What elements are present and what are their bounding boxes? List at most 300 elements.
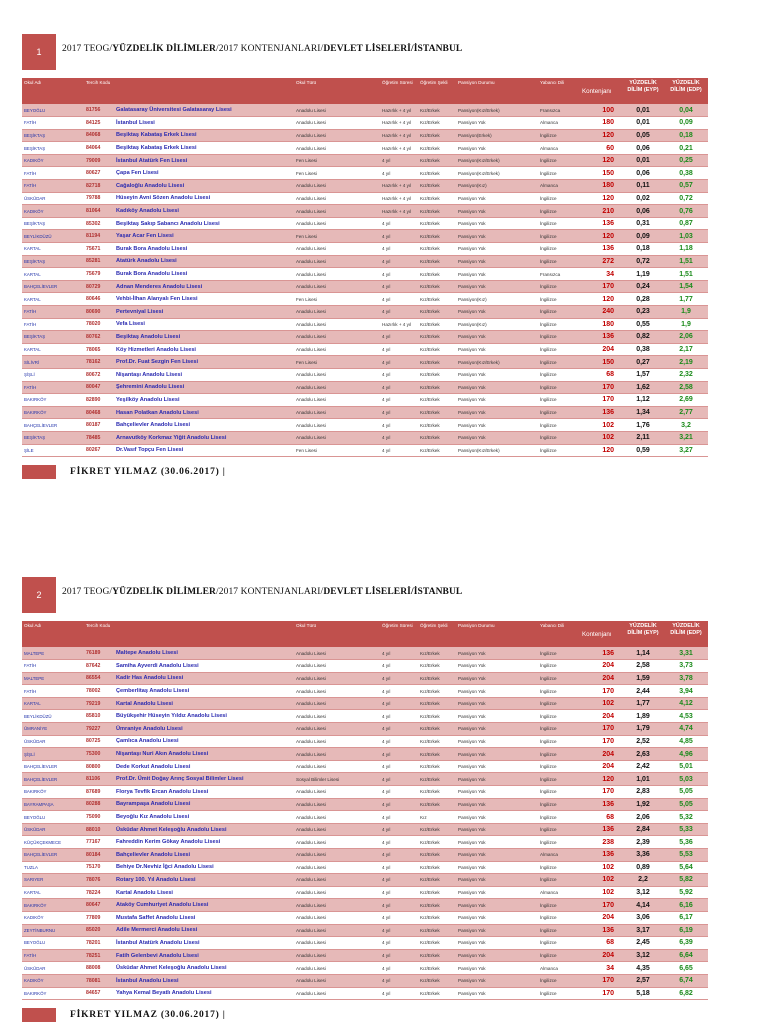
table-row xyxy=(22,318,708,331)
school-type-cell: Anadolu Lisesi xyxy=(294,937,380,950)
education-type-cell: Kız/Erkek xyxy=(418,647,456,660)
table-row xyxy=(22,117,708,130)
percentile-edp-cell: 5,32 xyxy=(664,811,708,824)
table-row xyxy=(22,849,708,862)
district-cell: BEŞİKTAŞ xyxy=(22,142,84,155)
percentile-edp-cell: 0,57 xyxy=(664,180,708,193)
percentile-eyp-cell: 1,77 xyxy=(622,697,664,710)
quota-cell: 180 xyxy=(580,117,622,130)
duration-cell: 4 yıl xyxy=(380,280,418,293)
percentile-edp-cell: 3,78 xyxy=(664,672,708,685)
school-name-cell: Nişantaşı Nuri Akın Anadolu Lisesi xyxy=(114,748,294,761)
percentile-edp-cell: 4,85 xyxy=(664,735,708,748)
table-row xyxy=(22,685,708,698)
dormitory-cell: Pansiyon Yok xyxy=(456,394,538,407)
language-cell: İngilizce xyxy=(538,987,580,1000)
table-row xyxy=(22,306,708,319)
district-cell: FATİH xyxy=(22,660,84,673)
school-name-cell: Beşiktaş Anadolu Lisesi xyxy=(114,331,294,344)
col-header-kod: Tercih Kodu xyxy=(86,623,111,628)
tercih-kodu-cell: 80267 xyxy=(84,444,114,457)
table-row xyxy=(22,886,708,899)
percentile-edp-cell: 0,76 xyxy=(664,205,708,218)
district-cell: ÜSKÜDAR xyxy=(22,823,84,836)
duration-cell: 4 yıl xyxy=(380,836,418,849)
tercih-kodu-cell: 79219 xyxy=(84,697,114,710)
tercih-kodu-cell: 78162 xyxy=(84,356,114,369)
table-row xyxy=(22,974,708,987)
percentile-eyp-cell: 0,06 xyxy=(622,142,664,155)
school-type-cell: Anadolu Lisesi xyxy=(294,419,380,432)
school-name-cell: İstanbul Lisesi xyxy=(114,117,294,130)
dormitory-cell: Pansiyon Yok xyxy=(456,760,538,773)
dormitory-cell: Pansiyon Yok xyxy=(456,192,538,205)
district-cell: ŞİŞLİ xyxy=(22,368,84,381)
duration-cell: 4 yıl xyxy=(380,255,418,268)
language-cell: İngilizce xyxy=(538,154,580,167)
education-type-cell: Kız/Erkek xyxy=(418,874,456,887)
duration-cell: 4 yıl xyxy=(380,217,418,230)
table-row xyxy=(22,647,708,660)
education-type-cell: Kız/Erkek xyxy=(418,381,456,394)
duration-cell: 4 yıl xyxy=(380,306,418,319)
tercih-kodu-cell: 85302 xyxy=(84,217,114,230)
percentile-eyp-cell: 1,57 xyxy=(622,368,664,381)
education-type-cell: Kız/Erkek xyxy=(418,697,456,710)
school-name-cell: Vefa Lisesi xyxy=(114,318,294,331)
school-type-cell: Anadolu Lisesi xyxy=(294,343,380,356)
school-type-cell: Anadolu Lisesi xyxy=(294,381,380,394)
school-type-cell: Anadolu Lisesi xyxy=(294,647,380,660)
school-type-cell: Anadolu Lisesi xyxy=(294,874,380,887)
section-footer xyxy=(22,461,708,483)
tercih-kodu-cell: 78081 xyxy=(84,974,114,987)
quota-cell: 120 xyxy=(580,192,622,205)
district-cell: FATİH xyxy=(22,318,84,331)
col-header-pansiyon: Pansiyon Durumu xyxy=(458,623,495,628)
duration-cell: 4 yıl xyxy=(380,685,418,698)
school-type-cell: Fen Lisesi xyxy=(294,154,380,167)
district-cell: KARTAL xyxy=(22,697,84,710)
tercih-kodu-cell: 84657 xyxy=(84,987,114,1000)
school-name-cell: Fahreddin Kerim Gökay Anadolu Lisesi xyxy=(114,836,294,849)
percentile-edp-cell: 3,21 xyxy=(664,431,708,444)
percentile-edp-cell: 6,65 xyxy=(664,962,708,975)
quota-cell: 238 xyxy=(580,836,622,849)
dormitory-cell: Pansiyon Yok xyxy=(456,205,538,218)
district-cell: BAKIRKÖY xyxy=(22,987,84,1000)
school-type-cell: Fen Lisesi xyxy=(294,356,380,369)
percentile-edp-cell: 1,51 xyxy=(664,268,708,281)
duration-cell: 4 yıl xyxy=(380,406,418,419)
education-type-cell: Kız/Erkek xyxy=(418,723,456,736)
dormitory-cell: Pansiyon(Kız) xyxy=(456,293,538,306)
tercih-kodu-cell: 80800 xyxy=(84,760,114,773)
school-name-cell: Büyükşehir Hüseyin Yıldız Anadolu Lisesi xyxy=(114,710,294,723)
duration-cell: 4 yıl xyxy=(380,723,418,736)
district-cell: BAHÇELİEVLER xyxy=(22,419,84,432)
percentile-edp-cell: 0,09 xyxy=(664,117,708,130)
education-type-cell: Kız/Erkek xyxy=(418,129,456,142)
tercih-kodu-cell: 84068 xyxy=(84,129,114,142)
quota-cell: 102 xyxy=(580,886,622,899)
percentile-eyp-cell: 0,31 xyxy=(622,217,664,230)
language-cell: İngilizce xyxy=(538,911,580,924)
col-header-pansiyon: Pansiyon Durumu xyxy=(458,80,495,85)
quota-cell: 120 xyxy=(580,230,622,243)
tercih-kodu-cell: 75300 xyxy=(84,748,114,761)
table-row xyxy=(22,760,708,773)
duration-cell: 4 yıl xyxy=(380,419,418,432)
language-cell: İngilizce xyxy=(538,343,580,356)
table-row xyxy=(22,735,708,748)
tercih-kodu-cell: 87642 xyxy=(84,660,114,673)
school-name-cell: Adile Mermerci Anadolu Lisesi xyxy=(114,924,294,937)
school-type-cell: Anadolu Lisesi xyxy=(294,974,380,987)
language-cell: İngilizce xyxy=(538,823,580,836)
language-cell: İngilizce xyxy=(538,760,580,773)
table-row xyxy=(22,786,708,799)
school-type-cell: Anadolu Lisesi xyxy=(294,672,380,685)
table-row xyxy=(22,280,708,293)
school-type-cell: Anadolu Lisesi xyxy=(294,987,380,1000)
district-cell: KARTAL xyxy=(22,886,84,899)
quota-cell: 68 xyxy=(580,811,622,824)
school-type-cell: Sosyal Bilimler Lisesi xyxy=(294,773,380,786)
dormitory-cell: Pansiyon Yok xyxy=(456,117,538,130)
duration-cell: 4 yıl xyxy=(380,394,418,407)
school-name-cell: Yeşilköy Anadolu Lisesi xyxy=(114,394,294,407)
district-cell: TUZLA xyxy=(22,861,84,874)
school-type-cell: Anadolu Lisesi xyxy=(294,861,380,874)
percentile-edp-cell: 1,9 xyxy=(664,306,708,319)
school-name-cell: Adnan Menderes Anadolu Lisesi xyxy=(114,280,294,293)
percentile-eyp-cell: 0,89 xyxy=(622,861,664,874)
duration-cell: 4 yıl xyxy=(380,811,418,824)
language-cell: İngilizce xyxy=(538,748,580,761)
duration-cell: 4 yıl xyxy=(380,874,418,887)
dormitory-cell: Pansiyon Yok xyxy=(456,849,538,862)
percentile-eyp-cell: 2,52 xyxy=(622,735,664,748)
school-name-cell: Atatürk Anadolu Lisesi xyxy=(114,255,294,268)
language-cell: İngilizce xyxy=(538,974,580,987)
tercih-kodu-cell: 85281 xyxy=(84,255,114,268)
percentile-eyp-cell: 3,12 xyxy=(622,949,664,962)
school-name-cell: Çapa Fen Lisesi xyxy=(114,167,294,180)
quota-cell: 272 xyxy=(580,255,622,268)
quota-cell: 102 xyxy=(580,874,622,887)
school-name-cell: Galatasaray Üniversitesi Galatasaray Lisesi xyxy=(114,104,294,117)
education-type-cell: Kız/Erkek xyxy=(418,205,456,218)
language-cell: İngilizce xyxy=(538,861,580,874)
table-row xyxy=(22,697,708,710)
duration-cell: 4 yıl xyxy=(380,911,418,924)
tercih-kodu-cell: 81106 xyxy=(84,773,114,786)
education-type-cell: Kız/Erkek xyxy=(418,343,456,356)
percentile-edp-cell: 5,36 xyxy=(664,836,708,849)
dormitory-cell: Pansiyon Yok xyxy=(456,243,538,256)
dormitory-cell: Pansiyon Yok xyxy=(456,836,538,849)
col-header-kontenjan: Kontenjanı xyxy=(582,87,612,95)
duration-cell: 4 yıl xyxy=(380,697,418,710)
education-type-cell: Kız/Erkek xyxy=(418,419,456,432)
school-type-cell: Anadolu Lisesi xyxy=(294,823,380,836)
tercih-kodu-cell: 77167 xyxy=(84,836,114,849)
tercih-kodu-cell: 79009 xyxy=(84,154,114,167)
duration-cell: 4 yıl xyxy=(380,987,418,1000)
school-type-cell: Fen Lisesi xyxy=(294,293,380,306)
duration-cell: 4 yıl xyxy=(380,230,418,243)
language-cell: İngilizce xyxy=(538,672,580,685)
school-name-cell: Rotary 100. Yıl Anadolu Lisesi xyxy=(114,874,294,887)
language-cell: İngilizce xyxy=(538,217,580,230)
percentile-eyp-cell: 3,12 xyxy=(622,886,664,899)
table-row xyxy=(22,924,708,937)
percentile-eyp-cell: 4,35 xyxy=(622,962,664,975)
section-number: 1 xyxy=(22,34,56,70)
duration-cell: 4 yıl xyxy=(380,660,418,673)
district-cell: BEŞİKTAŞ xyxy=(22,331,84,344)
percentile-eyp-cell: 0,27 xyxy=(622,356,664,369)
education-type-cell: Kız/Erkek xyxy=(418,849,456,862)
school-name-cell: Behiye Dr.Nevhiz İğci Anadolu Lisesi xyxy=(114,861,294,874)
education-type-cell: Kız/Erkek xyxy=(418,672,456,685)
school-name-cell: Yaşar Acar Fen Lisesi xyxy=(114,230,294,243)
table-row xyxy=(22,419,708,432)
dormitory-cell: Pansiyon Yok xyxy=(456,723,538,736)
school-type-cell: Anadolu Lisesi xyxy=(294,899,380,912)
table-row xyxy=(22,331,708,344)
school-type-cell: Anadolu Lisesi xyxy=(294,331,380,344)
quota-cell: 34 xyxy=(580,962,622,975)
language-cell: İngilizce xyxy=(538,697,580,710)
dormitory-cell: Pansiyon Yok xyxy=(456,217,538,230)
quota-cell: 34 xyxy=(580,268,622,281)
col-header-sure: Öğretim Süresi xyxy=(382,623,413,628)
percentile-eyp-cell: 3,17 xyxy=(622,924,664,937)
dormitory-cell: Pansiyon Yok xyxy=(456,306,538,319)
school-name-cell: Kadir Has Anadolu Lisesi xyxy=(114,672,294,685)
school-name-cell: Hüseyin Avni Sözen Anadolu Lisesi xyxy=(114,192,294,205)
duration-cell: Hazırlık + 4 yıl xyxy=(380,142,418,155)
school-name-cell: Şehremini Anadolu Lisesi xyxy=(114,381,294,394)
table-row xyxy=(22,381,708,394)
table-row xyxy=(22,356,708,369)
quota-cell: 210 xyxy=(580,205,622,218)
education-type-cell: Kız/Erkek xyxy=(418,735,456,748)
table-row xyxy=(22,180,708,193)
tercih-kodu-cell: 80729 xyxy=(84,280,114,293)
education-type-cell: Kız/Erkek xyxy=(418,974,456,987)
percentile-edp-cell: 2,77 xyxy=(664,406,708,419)
percentile-eyp-cell: 2,45 xyxy=(622,937,664,950)
table-row xyxy=(22,167,708,180)
section-title: 2017 TEOG/YÜZDELİK DİLİMLER/2017 KONTENJANLARI/DEVLET LİSELERİ/İSTANBUL xyxy=(62,587,463,597)
education-type-cell: Kız/Erkek xyxy=(418,243,456,256)
quota-cell: 120 xyxy=(580,773,622,786)
school-type-cell: Fen Lisesi xyxy=(294,167,380,180)
quota-cell: 170 xyxy=(580,280,622,293)
district-cell: BAHÇELİEVLER xyxy=(22,849,84,862)
percentile-eyp-cell: 4,14 xyxy=(622,899,664,912)
table-row xyxy=(22,987,708,1000)
col-header-ilce: Okul Adı xyxy=(24,623,42,628)
dormitory-cell: Pansiyon Yok xyxy=(456,381,538,394)
duration-cell: 4 yıl xyxy=(380,154,418,167)
percentile-edp-cell: 5,05 xyxy=(664,786,708,799)
percentile-edp-cell: 0,04 xyxy=(664,104,708,117)
language-cell: İngilizce xyxy=(538,394,580,407)
percentile-edp-cell: 6,19 xyxy=(664,924,708,937)
tercih-kodu-cell: 80646 xyxy=(84,293,114,306)
percentile-edp-cell: 3,27 xyxy=(664,444,708,457)
duration-cell: 4 yıl xyxy=(380,899,418,912)
school-name-cell: Cağaloğlu Anadolu Lisesi xyxy=(114,180,294,193)
duration-cell: Hazırlık + 4 yıl xyxy=(380,205,418,218)
percentile-eyp-cell: 2,39 xyxy=(622,836,664,849)
school-name-cell: Ümraniye Anadolu Lisesi xyxy=(114,723,294,736)
dormitory-cell: Pansiyon Yok xyxy=(456,280,538,293)
language-cell: Almanca xyxy=(538,849,580,862)
tercih-kodu-cell: 81756 xyxy=(84,104,114,117)
quota-cell: 204 xyxy=(580,911,622,924)
footer-box xyxy=(22,465,56,479)
quota-cell: 102 xyxy=(580,861,622,874)
school-name-cell: Florya Tevfik Ercan Anadolu Lisesi xyxy=(114,786,294,799)
table-row xyxy=(22,255,708,268)
school-type-cell: Anadolu Lisesi xyxy=(294,394,380,407)
school-type-cell: Anadolu Lisesi xyxy=(294,962,380,975)
table-row xyxy=(22,773,708,786)
school-name-cell: Mustafa Saffet Anadolu Lisesi xyxy=(114,911,294,924)
duration-cell: 4 yıl xyxy=(380,937,418,950)
tercih-kodu-cell: 78201 xyxy=(84,937,114,950)
quota-cell: 180 xyxy=(580,180,622,193)
language-cell: Almanca xyxy=(538,142,580,155)
quota-cell: 60 xyxy=(580,142,622,155)
education-type-cell: Kız/Erkek xyxy=(418,710,456,723)
school-type-cell: Fen Lisesi xyxy=(294,444,380,457)
percentile-eyp-cell: 1,89 xyxy=(622,710,664,723)
district-cell: FATİH xyxy=(22,180,84,193)
table-row xyxy=(22,899,708,912)
footer-box xyxy=(22,1008,56,1022)
district-cell: SARIYER xyxy=(22,874,84,887)
percentile-edp-cell: 5,64 xyxy=(664,861,708,874)
district-cell: BEYOĞLU xyxy=(22,104,84,117)
language-cell: İngilizce xyxy=(538,937,580,950)
school-name-cell: Prof.Dr. Fuat Sezgin Fen Lisesi xyxy=(114,356,294,369)
school-name-cell: Kartal Anadolu Lisesi xyxy=(114,697,294,710)
education-type-cell: Kız/Erkek xyxy=(418,154,456,167)
percentile-eyp-cell: 3,36 xyxy=(622,849,664,862)
dormitory-cell: Pansiyon Yok xyxy=(456,735,538,748)
dormitory-cell: Pansiyon Yok xyxy=(456,431,538,444)
quota-cell: 102 xyxy=(580,431,622,444)
col-header-kod: Tercih Kodu xyxy=(86,80,111,85)
school-name-cell: Hasan Polatkan Anadolu Lisesi xyxy=(114,406,294,419)
table-row xyxy=(22,268,708,281)
school-type-cell: Anadolu Lisesi xyxy=(294,318,380,331)
district-cell: ZEYTİNBURNU xyxy=(22,924,84,937)
section-title: 2017 TEOG/YÜZDELİK DİLİMLER/2017 KONTENJANLARI/DEVLET LİSELERİ/İSTANBUL xyxy=(62,44,463,54)
education-type-cell: Kız/Erkek xyxy=(418,230,456,243)
duration-cell: 4 yıl xyxy=(380,431,418,444)
education-type-cell: Kız/Erkek xyxy=(418,306,456,319)
duration-cell: Hazırlık + 4 yıl xyxy=(380,104,418,117)
education-type-cell: Kız/Erkek xyxy=(418,217,456,230)
tercih-kodu-cell: 80288 xyxy=(84,798,114,811)
percentile-eyp-cell: 0,38 xyxy=(622,343,664,356)
col-header-yuzdelik-edp: YÜZDELİK DİLİM (EDP) xyxy=(670,80,702,93)
duration-cell: 4 yıl xyxy=(380,886,418,899)
education-type-cell: Kız/Erkek xyxy=(418,318,456,331)
table-row xyxy=(22,823,708,836)
duration-cell: 4 yıl xyxy=(380,748,418,761)
school-name-cell: Kadıköy Anadolu Lisesi xyxy=(114,205,294,218)
duration-cell: 4 yıl xyxy=(380,381,418,394)
dormitory-cell: Pansiyon Yok xyxy=(456,142,538,155)
col-header-dil: Yabancı Dili xyxy=(540,80,565,85)
school-name-cell: Üsküdar Ahmet Keleşoğlu Anadolu Lisesi xyxy=(114,962,294,975)
school-name-cell: Çamlıca Anadolu Lisesi xyxy=(114,735,294,748)
section-number: 2 xyxy=(22,577,56,613)
school-type-cell: Anadolu Lisesi xyxy=(294,268,380,281)
percentile-edp-cell: 3,31 xyxy=(664,647,708,660)
district-cell: ÜSKÜDAR xyxy=(22,962,84,975)
education-type-cell: Kız/Erkek xyxy=(418,394,456,407)
col-header-ilce: Okul Adı xyxy=(24,80,42,85)
dormitory-cell: Pansiyon Yok xyxy=(456,899,538,912)
percentile-edp-cell: 2,58 xyxy=(664,381,708,394)
district-cell: KARTAL xyxy=(22,268,84,281)
education-type-cell: Kız/Erkek xyxy=(418,962,456,975)
district-cell: ÜMRANİYE xyxy=(22,723,84,736)
district-cell: KARTAL xyxy=(22,343,84,356)
percentile-eyp-cell: 2,57 xyxy=(622,974,664,987)
tercih-kodu-cell: 82890 xyxy=(84,394,114,407)
school-type-cell: Anadolu Lisesi xyxy=(294,129,380,142)
language-cell: İngilizce xyxy=(538,356,580,369)
dormitory-cell: Pansiyon(Kız/Erkek) xyxy=(456,356,538,369)
duration-cell: 4 yıl xyxy=(380,268,418,281)
district-cell: FATİH xyxy=(22,381,84,394)
percentile-edp-cell: 5,92 xyxy=(664,886,708,899)
language-cell: İngilizce xyxy=(538,419,580,432)
language-cell: İngilizce xyxy=(538,230,580,243)
education-type-cell: Kız/Erkek xyxy=(418,180,456,193)
school-type-cell: Anadolu Lisesi xyxy=(294,243,380,256)
language-cell: İngilizce xyxy=(538,205,580,218)
percentile-eyp-cell: 0,06 xyxy=(622,167,664,180)
dormitory-cell: Pansiyon Yok xyxy=(456,987,538,1000)
percentile-eyp-cell: 1,62 xyxy=(622,381,664,394)
school-type-cell: Anadolu Lisesi xyxy=(294,723,380,736)
percentile-eyp-cell: 0,01 xyxy=(622,154,664,167)
percentile-eyp-cell: 1,12 xyxy=(622,394,664,407)
school-type-cell: Anadolu Lisesi xyxy=(294,735,380,748)
district-cell: MALTEPE xyxy=(22,672,84,685)
language-cell: İngilizce xyxy=(538,924,580,937)
dormitory-cell: Pansiyon(Kız) xyxy=(456,318,538,331)
table-row xyxy=(22,192,708,205)
quota-cell: 180 xyxy=(580,318,622,331)
school-type-cell: Anadolu Lisesi xyxy=(294,748,380,761)
school-type-cell: Anadolu Lisesi xyxy=(294,180,380,193)
language-cell: İngilizce xyxy=(538,243,580,256)
school-name-cell: İstanbul Atatürk Fen Lisesi xyxy=(114,154,294,167)
district-cell: BEŞİKTAŞ xyxy=(22,431,84,444)
